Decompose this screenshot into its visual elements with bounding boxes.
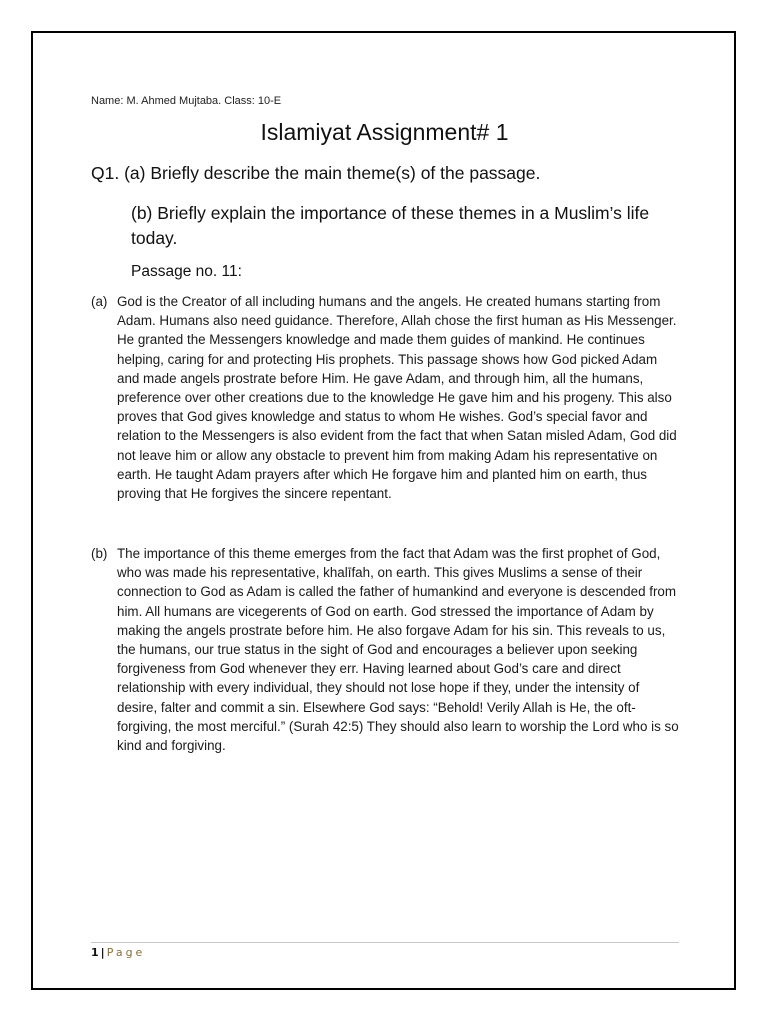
passage-number: Passage no. 11: [131,263,242,280]
answer-b-text: The importance of this theme emerges from the fact that Adam was the first prophet of God, who was made his representative, khalīfah, on earth. This gives Muslims a sense of their connection to God as Adam is called the father of humankind and everyone is descended from him. All humans are vicegerents of God on earth. God stressed the importance of Adam by making the angels prostrate before him. He also forgave Adam for his sin. This reveals to us, the humans, our true status in the sight of God and encourages a believer upon seeking forgiveness from God whenever they err. Having learned about God’s care and direct relationship with every individual, they should not lose hope if they, under the intensity of desire, falter and commit a sin. Elsewhere God says: “Behold! Verily Allah is He, the oft-forgiving, the most merciful.” (Surah 42:5) They should also learn to worship the Lord who is so kind and forgiving. [117,546,679,754]
page-title: Islamiyat Assignment# 1 [260,119,509,145]
answer-b [91,544,681,755]
footer-divider [91,942,679,943]
page-number: 1 [91,946,99,959]
footer-separator: | [100,946,105,959]
answer-a [91,292,681,503]
page-label: Page [106,946,146,959]
answer-a-text: God is the Creator of all including humans and the angels. He created humans starting from Adam. Humans also need guidance. Therefore, Allah chose the first human as His Messenger. He granted the Messengers knowledge and made them guides of mankind. He continues helping, caring for and protecting His prophets. This passage shows how God picked Adam and made angels prostrate before Him. He gave Adam, and through him, all the humans, preference over other creations due to the knowledge He gave him and his progeny. This also proves that God gives knowledge and status to whom He wishes. God’s special favor and relation to the Messengers is also evident from the fact that when Satan misled Adam, God did not leave him or allow any obstacle to prevent him from making Adam his representative on earth. He taught Adam prayers after which He forgave him and planted him on earth, thus proving that He forgives the sincere repentant. [117,294,677,502]
question-1a: Q1. (a) Briefly describe the main theme(s) of the passage. [91,163,541,183]
document-page [31,31,736,990]
question-1b: (b) Briefly explain the importance of these themes in a Muslim’s life today. [131,203,650,248]
answer-b-marker: (b) [91,546,108,561]
answer-a-marker: (a) [91,294,108,309]
page-footer [91,946,145,959]
student-name-line: Name: M. Ahmed Mujtaba. Class: 10-E [91,95,282,107]
